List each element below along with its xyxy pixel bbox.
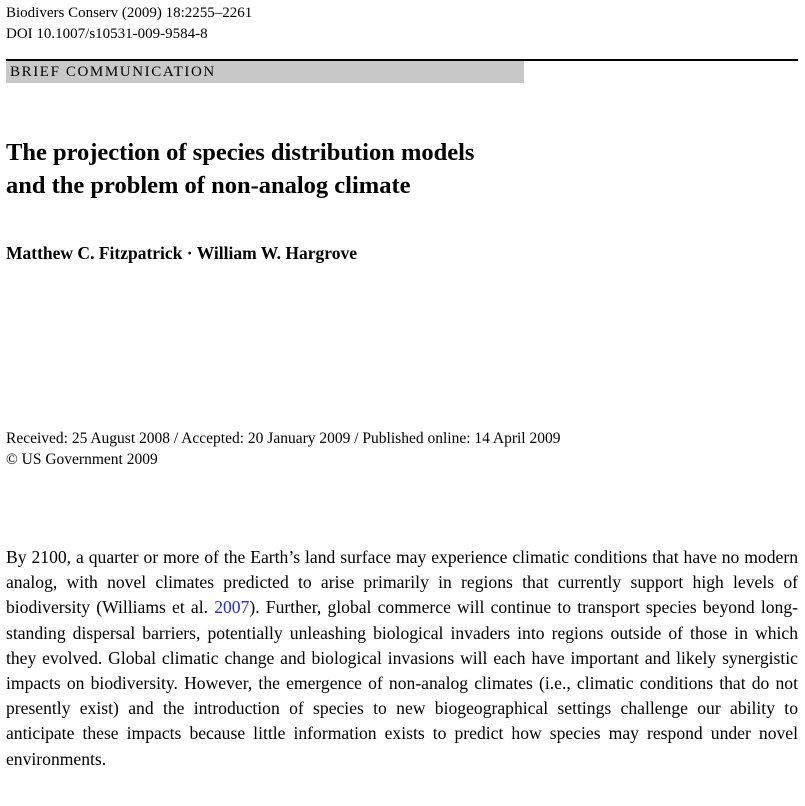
journal-citation: Biodivers Conserv (2009) 18:2255–2261 xyxy=(6,5,253,21)
title-line-1: The projection of species distribution models xyxy=(6,139,475,166)
article-history xyxy=(6,428,561,470)
body-paragraph xyxy=(6,545,798,772)
author-separator: · xyxy=(182,243,197,263)
author-hargrove: William W. Hargrove xyxy=(196,243,357,263)
body-text-part-2: ). Further, global commerce will continue to transport species beyond long-standing dispersal barriers, potentially unleashing biological invaders into regions outside of those in which they evolved. Global climatic change and biological invasions will each have important and likely synergistic impacts on biodiversity. However, the emergence of non-analog climates (i.e., climatic conditions that do not presently exist) and the introduction of species to new biogeographical settings challenge our ability to anticipate these impacts because little information exists to predict how species may respond under novel environments. xyxy=(6,597,798,769)
author-list xyxy=(6,241,357,265)
copyright: © US Government 2009 xyxy=(6,451,158,468)
doi: DOI 10.1007/s10531-009-9584-8 xyxy=(6,26,208,42)
history-dates: Received: 25 August 2008 / Accepted: 20 January 2009 / Published online: 14 April 2009 xyxy=(6,430,561,447)
author-fitzpatrick: Matthew C. Fitzpatrick xyxy=(6,243,183,263)
article-title xyxy=(6,136,786,202)
citation-link-williams-2007[interactable]: 2007 xyxy=(214,597,250,618)
title-line-2: and the problem of non-analog climate xyxy=(6,172,411,199)
section-label: BRIEF COMMUNICATION xyxy=(10,64,216,80)
journal-header xyxy=(6,3,252,45)
body-text-part-1: By 2100, a quarter or more of the Earth’s land surface may experience climatic conditions that have no modern analog, with novel climates predicted to arise primarily in regions that currently support high levels of biodiversity (Williams et al. xyxy=(6,547,798,618)
